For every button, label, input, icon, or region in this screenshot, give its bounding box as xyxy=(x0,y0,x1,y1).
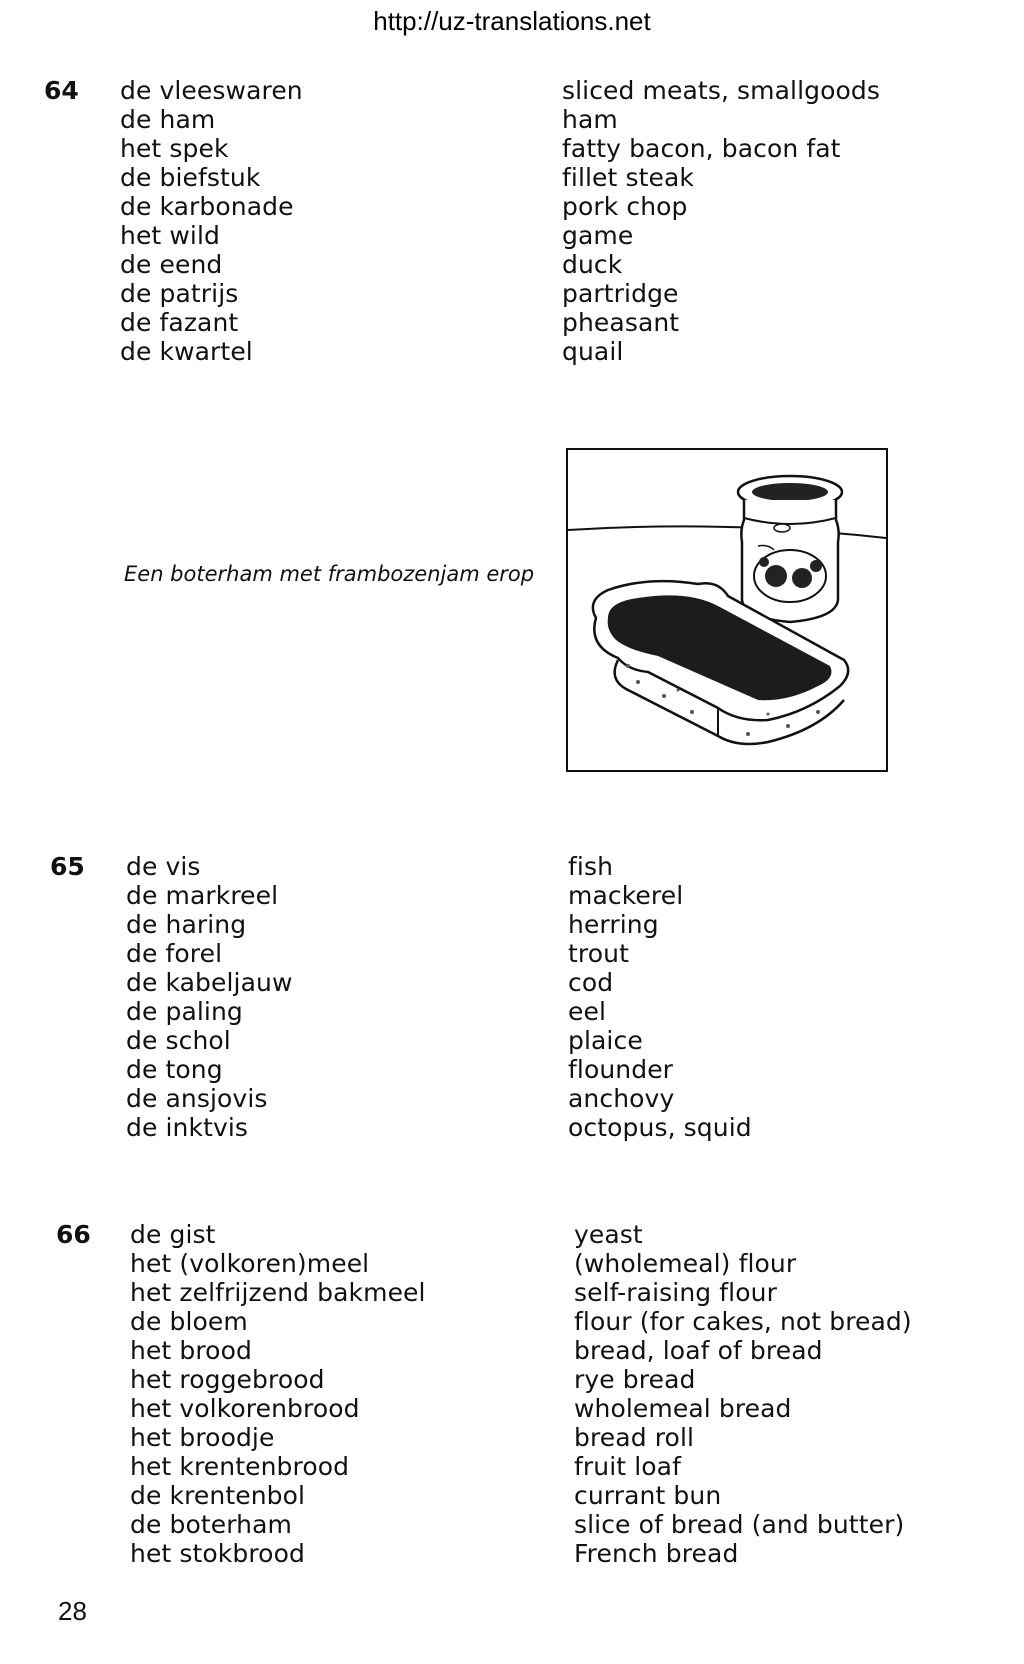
english-translation: self-raising flour xyxy=(574,1278,777,1307)
dutch-term: de paling xyxy=(126,997,243,1026)
english-column xyxy=(574,1220,912,1568)
english-translation: game xyxy=(562,221,634,250)
english-translation: fish xyxy=(568,852,614,881)
english-translation: sliced meats, smallgoods xyxy=(562,76,880,105)
english-translation: herring xyxy=(568,910,659,939)
english-translation: (wholemeal) flour xyxy=(574,1249,797,1278)
dutch-term: de vleeswaren xyxy=(120,76,303,105)
dutch-column xyxy=(126,852,293,1142)
jam-sandwich-illustration xyxy=(566,448,888,772)
english-translation: eel xyxy=(568,997,607,1026)
english-translation: flour (for cakes, not bread) xyxy=(574,1307,912,1336)
english-translation: cod xyxy=(568,968,614,997)
dutch-term: de fazant xyxy=(120,308,239,337)
english-translation: pheasant xyxy=(562,308,680,337)
jam-jar-icon xyxy=(738,476,842,622)
dutch-term: de bloem xyxy=(130,1307,248,1336)
english-translation: French bread xyxy=(574,1539,739,1568)
dutch-term: de ansjovis xyxy=(126,1084,268,1113)
english-translation: duck xyxy=(562,250,623,279)
english-translation: partridge xyxy=(562,279,679,308)
dutch-term: het broodje xyxy=(130,1423,275,1452)
english-translation: flounder xyxy=(568,1055,674,1084)
dutch-term: de patrijs xyxy=(120,279,239,308)
dutch-term: het stokbrood xyxy=(130,1539,305,1568)
dutch-term: de biefstuk xyxy=(120,163,261,192)
english-translation: yeast xyxy=(574,1220,643,1249)
source-url: http://uz-translations.net xyxy=(373,6,651,36)
english-column xyxy=(568,852,752,1142)
dutch-term: de tong xyxy=(126,1055,223,1084)
english-translation: fillet steak xyxy=(562,163,694,192)
dutch-term: het roggebrood xyxy=(130,1365,325,1394)
dutch-term: het brood xyxy=(130,1336,252,1365)
dutch-term: de ham xyxy=(120,105,216,134)
english-translation: quail xyxy=(562,337,624,366)
dutch-term: de kabeljauw xyxy=(126,968,293,997)
english-translation: fatty bacon, bacon fat xyxy=(562,134,841,163)
dutch-term: de vis xyxy=(126,852,201,881)
english-translation: mackerel xyxy=(568,881,684,910)
dutch-term: de krentenbol xyxy=(130,1481,306,1510)
dutch-term: de karbonade xyxy=(120,192,294,221)
dutch-term: de inktvis xyxy=(126,1113,249,1142)
dutch-term: de forel xyxy=(126,939,223,968)
dutch-term: de markreel xyxy=(126,881,279,910)
english-translation: anchovy xyxy=(568,1084,675,1113)
dutch-term: de gist xyxy=(130,1220,216,1249)
section-number: 64 xyxy=(44,76,79,105)
bread-with-jam-drawing xyxy=(568,450,886,770)
dutch-term: het volkorenbrood xyxy=(130,1394,360,1423)
english-translation: plaice xyxy=(568,1026,643,1055)
english-translation: rye bread xyxy=(574,1365,696,1394)
dutch-term: de eend xyxy=(120,250,223,279)
dutch-term: de kwartel xyxy=(120,337,253,366)
english-translation: ham xyxy=(562,105,618,134)
dutch-term: het krentenbrood xyxy=(130,1452,350,1481)
english-translation: slice of bread (and butter) xyxy=(574,1510,905,1539)
page-number: 28 xyxy=(58,1596,87,1626)
dutch-term: de haring xyxy=(126,910,247,939)
section-number: 65 xyxy=(50,852,85,881)
dutch-column xyxy=(120,76,303,366)
dutch-term: de boterham xyxy=(130,1510,293,1539)
dutch-term: het (volkoren)meel xyxy=(130,1249,370,1278)
english-translation: currant bun xyxy=(574,1481,722,1510)
english-translation: octopus, squid xyxy=(568,1113,752,1142)
dutch-column xyxy=(130,1220,426,1568)
dutch-term: het spek xyxy=(120,134,229,163)
english-column xyxy=(562,76,880,366)
dutch-term: de schol xyxy=(126,1026,231,1055)
dutch-term: het zelfrijzend bakmeel xyxy=(130,1278,426,1307)
illustration-caption: Een boterham met frambozenjam erop xyxy=(124,562,535,586)
english-translation: bread roll xyxy=(574,1423,695,1452)
english-translation: trout xyxy=(568,939,629,968)
english-translation: fruit loaf xyxy=(574,1452,681,1481)
english-translation: pork chop xyxy=(562,192,688,221)
dutch-term: het wild xyxy=(120,221,220,250)
english-translation: bread, loaf of bread xyxy=(574,1336,823,1365)
english-translation: wholemeal bread xyxy=(574,1394,792,1423)
section-number: 66 xyxy=(56,1220,91,1249)
